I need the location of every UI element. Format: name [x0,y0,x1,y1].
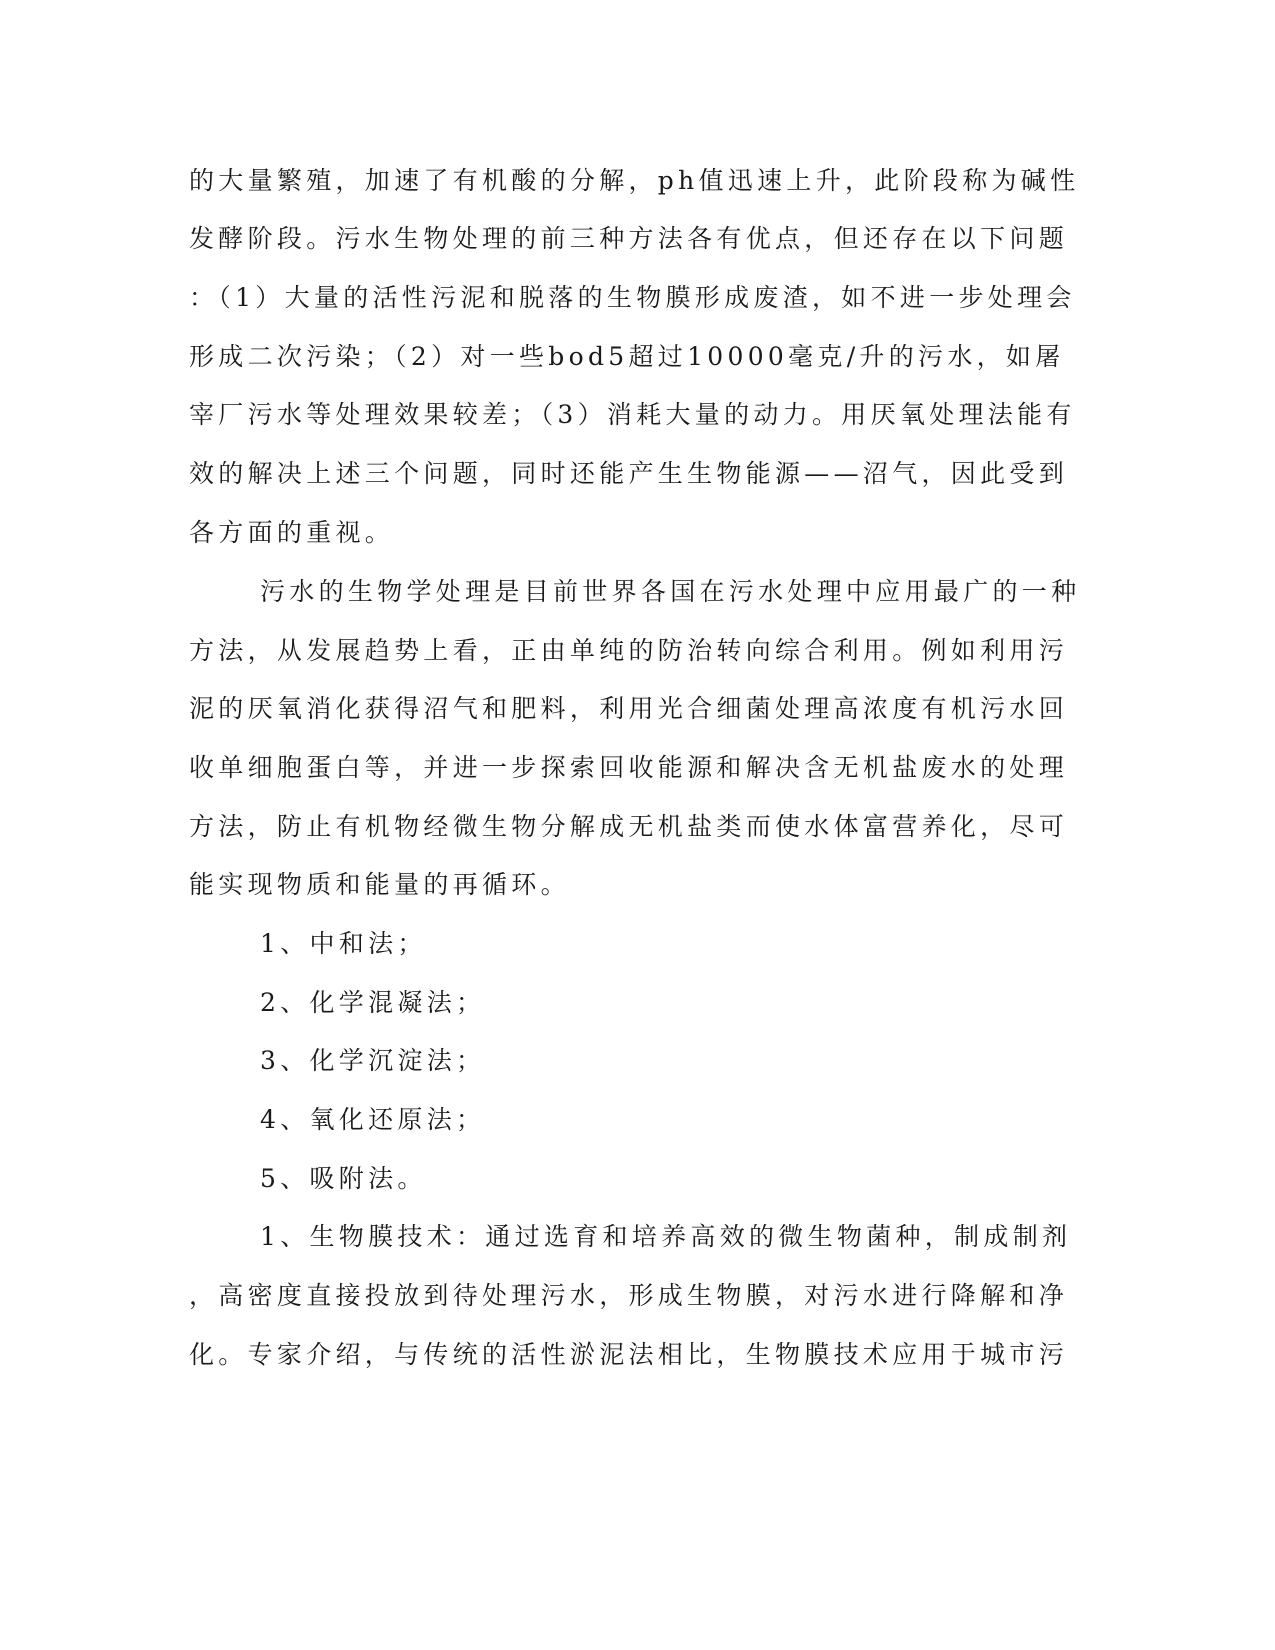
text-line: 宰厂污水等处理效果较差；（3）消耗大量的动力。用厌氧处理法能有 [189,400,1076,429]
paragraph-first-line: 污水的生物学处理是目前世界各国在污水处理中应用最广的一种 [260,577,1081,606]
list-item: 5、吸附法。 [260,1164,427,1193]
text-line: ，高密度直接投放到待处理污水，形成生物膜，对污水进行降解和净 [189,1281,1069,1310]
text-line: 发酵阶段。污水生物处理的前三种方法各有优点，但还存在以下问题 [189,224,1069,253]
list-item: 1、中和法； [260,929,427,958]
list-item: 4、氧化还原法； [260,1105,486,1134]
text-line: 收单细胞蛋白等，并进一步探索回收能源和解决含无机盐废水的处理 [189,753,1069,782]
text-line: 方法，防止有机物经微生物分解成无机盐类而使水体富营养化，尽可 [189,812,1069,841]
text-line: 形成二次污染；（2）对一些bod5超过10000毫克/升的污水，如屠 [189,342,1065,371]
text-line: 方法，从发展趋势上看，正由单纯的防治转向综合利用。例如利用污 [189,636,1069,665]
paragraph-first-line: 1、生物膜技术：通过选育和培养高效的微生物菌种，制成制剂 [260,1222,1072,1251]
text-line: 化。专家介绍，与传统的活性淤泥法相比，生物膜技术应用于城市污 [189,1340,1069,1369]
text-line: ：（1）大量的活性污泥和脱落的生物膜形成废渣，如不进一步处理会 [189,283,1076,312]
list-item: 2、化学混凝法； [260,988,486,1017]
text-line: 泥的厌氧消化获得沼气和肥料，利用光合细菌处理高浓度有机污水回 [189,694,1069,723]
list-item: 3、化学沉淀法； [260,1046,486,1075]
text-line: 效的解决上述三个问题，同时还能产生生物能源——沼气，因此受到 [189,459,1069,488]
text-line: 各方面的重视。 [189,518,395,547]
text-line: 能实现物质和能量的再循环。 [189,870,570,899]
text-line: 的大量繁殖，加速了有机酸的分解，ph值迅速上升，此阶段称为碱性 [189,166,1080,195]
